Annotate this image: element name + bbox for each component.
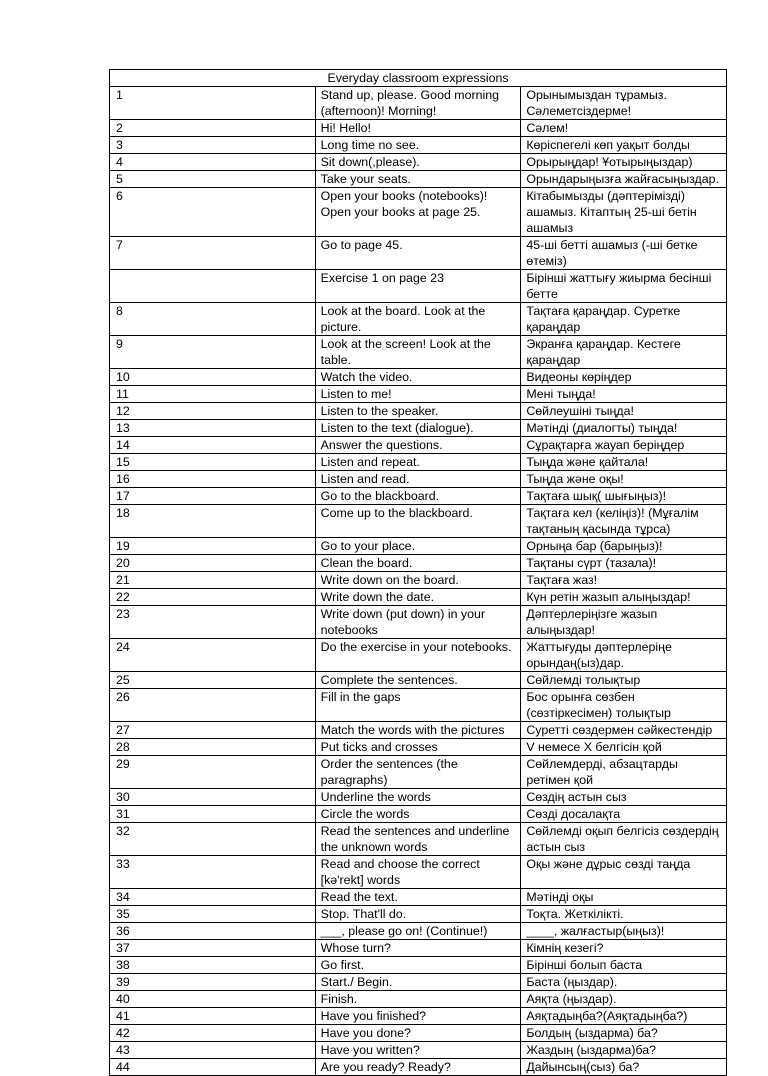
table-row — [110, 154, 727, 171]
kazakh-translation: Аяқтадыңба?(Аяқтадыңба?) — [521, 1008, 727, 1025]
row-number: 44 — [110, 1059, 316, 1076]
row-number: 35 — [110, 906, 316, 923]
english-expression: Listen to me! — [315, 386, 521, 403]
table-row — [110, 722, 727, 739]
english-expression: Listen to the text (dialogue). — [315, 420, 521, 437]
kazakh-translation: Аяқта (ңыздар). — [521, 991, 727, 1008]
english-expression: Underline the words — [315, 789, 521, 806]
english-expression: Look at the board. Look at the picture. — [315, 303, 521, 336]
kazakh-translation: Дәптерлеріңізге жазып алыңыздар! — [521, 606, 727, 639]
table-row — [110, 555, 727, 572]
row-number: 32 — [110, 823, 316, 856]
english-expression: Go to page 45. — [315, 237, 521, 270]
kazakh-translation: 45-ші бетті ашамыз (-ші бетке өтеміз) — [521, 237, 727, 270]
kazakh-translation: Жаттығуды дәптерлеріңе орындаң(ыз)дар. — [521, 639, 727, 672]
row-number: 26 — [110, 689, 316, 722]
row-number: 25 — [110, 672, 316, 689]
row-number: 30 — [110, 789, 316, 806]
english-expression: Complete the sentences. — [315, 672, 521, 689]
table-row — [110, 420, 727, 437]
row-number: 8 — [110, 303, 316, 336]
kazakh-translation: Сәлем! — [521, 120, 727, 137]
row-number: 33 — [110, 856, 316, 889]
english-expression: Order the sentences (the paragraphs) — [315, 756, 521, 789]
table-row — [110, 403, 727, 420]
english-expression: Sit down(,please). — [315, 154, 521, 171]
table-row — [110, 806, 727, 823]
table-row — [110, 1059, 727, 1076]
table-row — [110, 488, 727, 505]
row-number: 5 — [110, 171, 316, 188]
kazakh-translation: Тыңда және оқы! — [521, 471, 727, 488]
row-number: 37 — [110, 940, 316, 957]
kazakh-translation: Экранға қараңдар. Кестеге қараңдар — [521, 336, 727, 369]
row-number: 22 — [110, 589, 316, 606]
kazakh-translation: Орырыңдар! Ұотырыңыздар) — [521, 154, 727, 171]
table-row — [110, 974, 727, 991]
table-row — [110, 689, 727, 722]
english-expression: Go to the blackboard. — [315, 488, 521, 505]
table-row — [110, 756, 727, 789]
row-number: 4 — [110, 154, 316, 171]
row-number: 17 — [110, 488, 316, 505]
row-number: 36 — [110, 923, 316, 940]
row-number: 18 — [110, 505, 316, 538]
row-number: 9 — [110, 336, 316, 369]
kazakh-translation: Сөйлемді оқып белгісіз сөздердің астын сыз — [521, 823, 727, 856]
table-row — [110, 369, 727, 386]
english-expression: Look at the screen! Look at the table. — [315, 336, 521, 369]
row-number: 11 — [110, 386, 316, 403]
english-expression: Have you finished? — [315, 1008, 521, 1025]
table-row — [110, 270, 727, 303]
english-expression: Watch the video. — [315, 369, 521, 386]
row-number: 27 — [110, 722, 316, 739]
kazakh-translation: Видеоны көріңдер — [521, 369, 727, 386]
table-row — [110, 739, 727, 756]
kazakh-translation: Оқы және дұрыс сөзді таңда — [521, 856, 727, 889]
table-row — [110, 589, 727, 606]
english-expression: Listen and repeat. — [315, 454, 521, 471]
row-number: 3 — [110, 137, 316, 154]
english-expression: Write down (put down) in your notebooks — [315, 606, 521, 639]
row-number: 7 — [110, 237, 316, 270]
row-number: 12 — [110, 403, 316, 420]
english-expression: Listen to the speaker. — [315, 403, 521, 420]
kazakh-translation: Болдың (ыздарма) ба? — [521, 1025, 727, 1042]
kazakh-translation: Тақтаға қараңдар. Суретке қараңдар — [521, 303, 727, 336]
english-expression: Whose turn? — [315, 940, 521, 957]
kazakh-translation: V немесе X белгісін қой — [521, 739, 727, 756]
table-row — [110, 1042, 727, 1059]
kazakh-translation: Орныңа бар (барыңыз)! — [521, 538, 727, 555]
table-row — [110, 923, 727, 940]
english-expression: Go first. — [315, 957, 521, 974]
english-expression: Long time no see. — [315, 137, 521, 154]
english-expression: Do the exercise in your notebooks. — [315, 639, 521, 672]
kazakh-translation: Күн ретін жазып алыңыздар! — [521, 589, 727, 606]
row-number: 15 — [110, 454, 316, 471]
kazakh-translation: Сөздің астын сыз — [521, 789, 727, 806]
table-row — [110, 471, 727, 488]
kazakh-translation: Бос орынға сөзбен (сөзтіркесімен) толықтыр — [521, 689, 727, 722]
english-expression: Match the words with the pictures — [315, 722, 521, 739]
english-expression: ___, please go on! (Continue!) — [315, 923, 521, 940]
kazakh-translation: Орындарыңызға жайғасыңыздар. — [521, 171, 727, 188]
english-expression: Stand up, please. Good morning (afternoon)! Morning! — [315, 87, 521, 120]
row-number: 31 — [110, 806, 316, 823]
english-expression: Have you written? — [315, 1042, 521, 1059]
kazakh-translation: Кімнің кезегі? — [521, 940, 727, 957]
table-row — [110, 639, 727, 672]
english-expression: Write down on the board. — [315, 572, 521, 589]
table-title-row — [110, 70, 727, 87]
kazakh-translation: Бірінші жаттығу жиырма бесінші бетте — [521, 270, 727, 303]
kazakh-translation: Баста (ңыздар). — [521, 974, 727, 991]
table-row — [110, 171, 727, 188]
row-number — [110, 270, 316, 303]
english-expression: Read and choose the correct [kə'rekt] words — [315, 856, 521, 889]
english-expression: Come up to the blackboard. — [315, 505, 521, 538]
row-number: 2 — [110, 120, 316, 137]
kazakh-translation: Сөйлеушіні тыңда! — [521, 403, 727, 420]
row-number: 6 — [110, 188, 316, 237]
table-row — [110, 1025, 727, 1042]
kazakh-translation: Көріспегелі көп уақыт болды — [521, 137, 727, 154]
kazakh-translation: Бірінші болып баста — [521, 957, 727, 974]
row-number: 40 — [110, 991, 316, 1008]
english-expression: Are you ready? Ready? — [315, 1059, 521, 1076]
kazakh-translation: Тақтаны сүрт (тазала)! — [521, 555, 727, 572]
kazakh-translation: Мәтінді оқы — [521, 889, 727, 906]
table-row — [110, 237, 727, 270]
table-row — [110, 856, 727, 889]
kazakh-translation: Сөзді досалақта — [521, 806, 727, 823]
row-number: 28 — [110, 739, 316, 756]
row-number: 39 — [110, 974, 316, 991]
table-row — [110, 87, 727, 120]
row-number: 23 — [110, 606, 316, 639]
table-row — [110, 120, 727, 137]
table-row — [110, 137, 727, 154]
row-number: 29 — [110, 756, 316, 789]
row-number: 43 — [110, 1042, 316, 1059]
table-row — [110, 957, 727, 974]
english-expression: Circle the words — [315, 806, 521, 823]
kazakh-translation: Сұрақтарға жауап беріңдер — [521, 437, 727, 454]
table-row — [110, 572, 727, 589]
english-expression: Put ticks and crosses — [315, 739, 521, 756]
row-number: 20 — [110, 555, 316, 572]
kazakh-translation: Жаздың (ыздарма)ба? — [521, 1042, 727, 1059]
kazakh-translation: Кітабымызды (дәптерімізді) ашамыз. Кітаптың 25-ші бетін ашамыз — [521, 188, 727, 237]
table-row — [110, 454, 727, 471]
kazakh-translation: Сөйлемдерді, абзацтарды ретімен қой — [521, 756, 727, 789]
table-row — [110, 672, 727, 689]
table-row — [110, 991, 727, 1008]
table-row — [110, 789, 727, 806]
row-number: 13 — [110, 420, 316, 437]
english-expression: Open your books (notebooks)! Open your books at page 25. — [315, 188, 521, 237]
english-expression: Read the sentences and underline the unknown words — [315, 823, 521, 856]
row-number: 19 — [110, 538, 316, 555]
row-number: 21 — [110, 572, 316, 589]
english-expression: Fill in the gaps — [315, 689, 521, 722]
kazakh-translation: Дайынсың(сыз) ба? — [521, 1059, 727, 1076]
expressions-table — [109, 69, 727, 1076]
table-row — [110, 940, 727, 957]
english-expression: Clean the board. — [315, 555, 521, 572]
table-body — [110, 70, 727, 1076]
row-number: 42 — [110, 1025, 316, 1042]
table-row — [110, 906, 727, 923]
english-expression: Finish. — [315, 991, 521, 1008]
table-row — [110, 538, 727, 555]
kazakh-translation: Орынымыздан тұрамыз. Сәлеметсіздерме! — [521, 87, 727, 120]
table-title: Everyday classroom expressions — [110, 70, 727, 87]
english-expression: Write down the date. — [315, 589, 521, 606]
kazakh-translation: Тақтаға кел (келіңіз)! (Мұғалім тақтаның қасында тұрса) — [521, 505, 727, 538]
english-expression: Listen and read. — [315, 471, 521, 488]
kazakh-translation: Мәтінді (диалогты) тыңда! — [521, 420, 727, 437]
english-expression: Go to your place. — [315, 538, 521, 555]
table-row — [110, 188, 727, 237]
english-expression: Answer the questions. — [315, 437, 521, 454]
row-number: 10 — [110, 369, 316, 386]
row-number: 1 — [110, 87, 316, 120]
table-row — [110, 303, 727, 336]
english-expression: Have you done? — [315, 1025, 521, 1042]
table-row — [110, 336, 727, 369]
table-row — [110, 1008, 727, 1025]
kazakh-translation: ____, жалғастыр(ыңыз)! — [521, 923, 727, 940]
kazakh-translation: Тақтаға жаз! — [521, 572, 727, 589]
english-expression: Take your seats. — [315, 171, 521, 188]
kazakh-translation: Суретті сөздермен сәйкестендір — [521, 722, 727, 739]
kazakh-translation: Тоқта. Жеткілікті. — [521, 906, 727, 923]
english-expression: Exercise 1 on page 23 — [315, 270, 521, 303]
table-row — [110, 823, 727, 856]
table-row — [110, 606, 727, 639]
table-row — [110, 505, 727, 538]
kazakh-translation: Тақтаға шық( шығыңыз)! — [521, 488, 727, 505]
row-number: 24 — [110, 639, 316, 672]
row-number: 16 — [110, 471, 316, 488]
kazakh-translation: Мені тыңда! — [521, 386, 727, 403]
row-number: 41 — [110, 1008, 316, 1025]
table-row — [110, 437, 727, 454]
table-row — [110, 386, 727, 403]
kazakh-translation: Тыңда және қайтала! — [521, 454, 727, 471]
row-number: 14 — [110, 437, 316, 454]
english-expression: Stop. That'll do. — [315, 906, 521, 923]
table-row — [110, 889, 727, 906]
kazakh-translation: Сөйлемді толықтыр — [521, 672, 727, 689]
english-expression: Read the text. — [315, 889, 521, 906]
english-expression: Start./ Begin. — [315, 974, 521, 991]
row-number: 34 — [110, 889, 316, 906]
english-expression: Hi! Hello! — [315, 120, 521, 137]
row-number: 38 — [110, 957, 316, 974]
